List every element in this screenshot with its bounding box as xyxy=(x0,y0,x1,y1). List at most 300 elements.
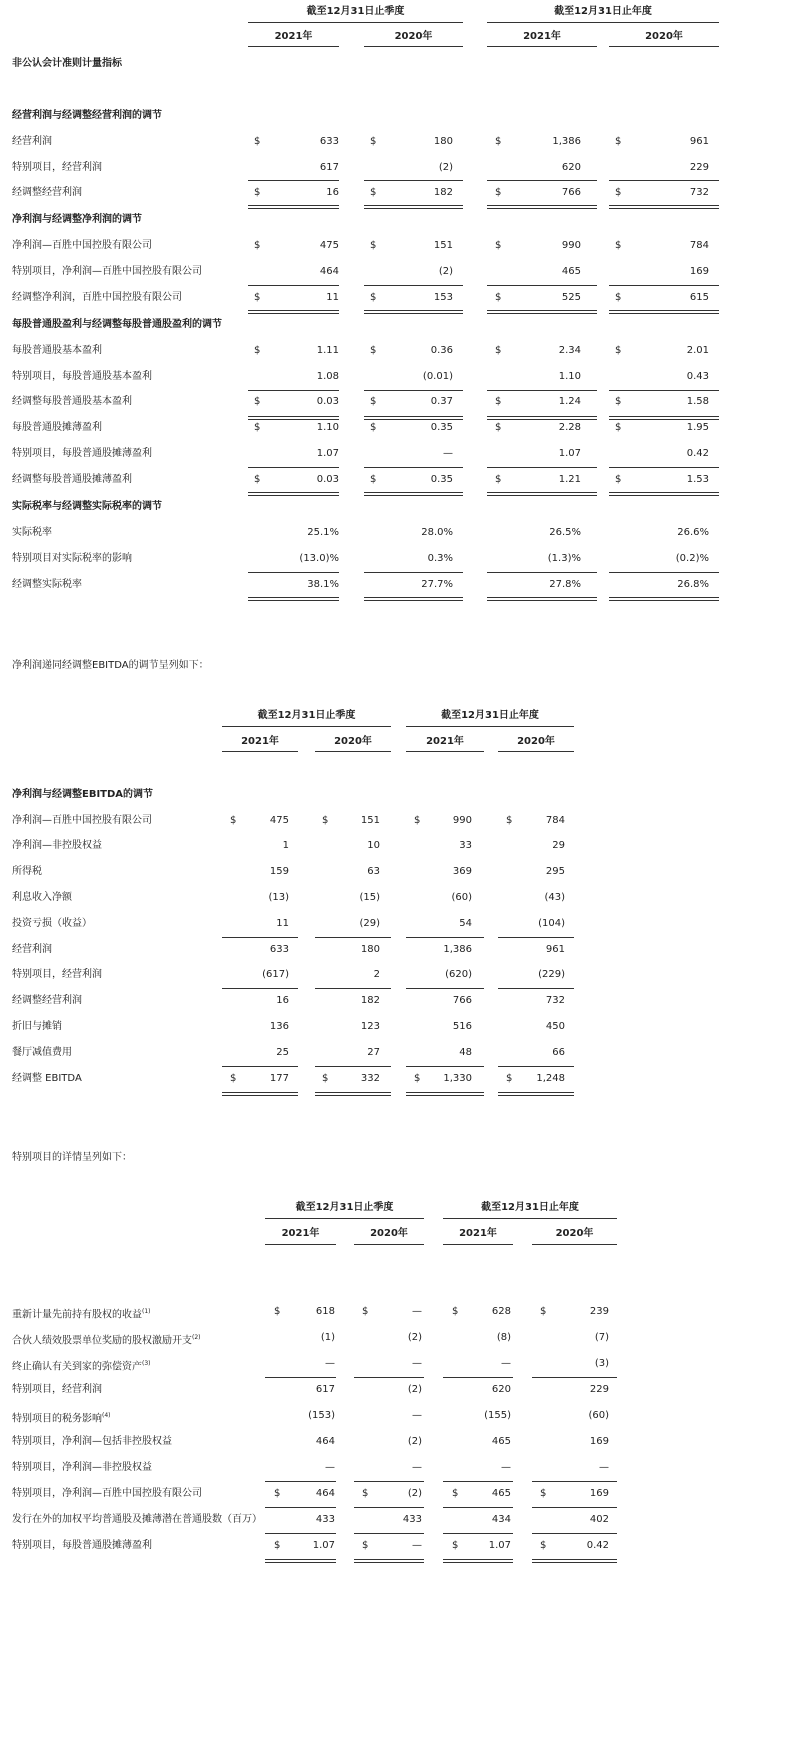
underline xyxy=(609,285,719,286)
double-underline xyxy=(487,597,597,601)
currency-symbol: $ xyxy=(452,1540,459,1551)
row-label: 重新计量先前持有股权的收益$^{(1)}$ xyxy=(12,1308,151,1321)
year-header-rule xyxy=(609,46,719,47)
cell-value: 136 xyxy=(269,1021,289,1032)
cell-value: 732 xyxy=(689,187,709,198)
cell-value: (13) xyxy=(268,892,289,903)
period-header-rule xyxy=(406,726,574,727)
cell-value: — xyxy=(443,448,453,459)
underline xyxy=(364,572,463,573)
cell-value: 1.24 xyxy=(558,396,581,407)
currency-symbol: $ xyxy=(370,422,377,433)
currency-symbol: $ xyxy=(615,396,622,407)
cell-value: (2) xyxy=(438,266,453,277)
cell-value: 169 xyxy=(689,266,709,277)
underline xyxy=(609,390,719,391)
period-header: 截至12月31日止季度 xyxy=(306,6,405,17)
cell-value: 620 xyxy=(491,1384,511,1395)
cell-value: (620) xyxy=(445,969,472,980)
underline xyxy=(406,937,484,938)
cell-value: (2) xyxy=(407,1384,422,1395)
period-header-rule xyxy=(487,22,719,23)
double-underline xyxy=(248,205,339,209)
currency-symbol: $ xyxy=(615,422,622,433)
currency-symbol: $ xyxy=(615,292,622,303)
cell-value: 180 xyxy=(360,944,380,955)
currency-symbol: $ xyxy=(370,187,377,198)
underline xyxy=(315,937,391,938)
period-header: 截至12月31日止年度 xyxy=(554,6,652,17)
cell-value: 27 xyxy=(367,1047,380,1058)
cell-value: 26.5% xyxy=(549,527,581,538)
underline xyxy=(609,467,719,468)
cell-value: (0.2)% xyxy=(675,553,709,564)
cell-value: 26.6% xyxy=(677,527,709,538)
currency-symbol: $ xyxy=(254,292,261,303)
cell-value: 153 xyxy=(433,292,453,303)
year-header-rule xyxy=(354,1244,424,1245)
cell-value: 25.1% xyxy=(307,527,339,538)
double-underline xyxy=(406,1092,484,1096)
currency-symbol: $ xyxy=(414,1073,421,1084)
currency-symbol: $ xyxy=(540,1540,547,1551)
underline xyxy=(364,467,463,468)
cell-value: 16 xyxy=(276,995,289,1006)
cell-value: 0.42 xyxy=(586,1540,609,1551)
row-label: 经调整净利润，百胜中国控股有限公司 xyxy=(12,292,182,303)
year-header-rule xyxy=(406,751,484,752)
cell-value: 784 xyxy=(545,815,565,826)
cell-value: (155) xyxy=(484,1410,511,1421)
cell-value: 633 xyxy=(269,944,289,955)
period-header: 截至12月31日止年度 xyxy=(481,1202,579,1213)
underline xyxy=(498,1066,574,1067)
underline xyxy=(487,180,597,181)
cell-value: 464 xyxy=(315,1488,335,1499)
cell-value: 732 xyxy=(545,995,565,1006)
cell-value: (3) xyxy=(594,1358,609,1369)
year-header: 2021年 xyxy=(426,736,464,747)
cell-value: 25 xyxy=(276,1047,289,1058)
currency-symbol: $ xyxy=(495,422,502,433)
underline xyxy=(248,467,339,468)
cell-value: 1.07 xyxy=(558,448,581,459)
underline xyxy=(248,285,339,286)
cell-value: 1,386 xyxy=(443,944,472,955)
cell-value: 369 xyxy=(452,866,472,877)
underline xyxy=(354,1507,424,1508)
cell-value: (617) xyxy=(262,969,289,980)
double-underline xyxy=(487,492,597,496)
double-underline xyxy=(443,1559,513,1563)
intro-text: 特别项目的详情呈列如下： xyxy=(12,1152,132,1163)
cell-value: 990 xyxy=(561,240,581,251)
currency-symbol: $ xyxy=(254,396,261,407)
cell-value: 618 xyxy=(315,1306,335,1317)
cell-value: — xyxy=(501,1462,511,1473)
period-header: 截至12月31日止季度 xyxy=(295,1202,394,1213)
row-label: 所得税 xyxy=(12,866,42,877)
underline xyxy=(487,572,597,573)
underline xyxy=(406,1066,484,1067)
cell-value: 295 xyxy=(545,866,565,877)
cell-value: (2) xyxy=(407,1436,422,1447)
row-label: 经调整经营利润 xyxy=(12,187,82,198)
row-label: 特别项目对实际税率的影响 xyxy=(12,553,132,564)
cell-value: 766 xyxy=(452,995,472,1006)
cell-value: 1,330 xyxy=(443,1073,472,1084)
row-label: 实际税率 xyxy=(12,527,52,538)
cell-value: 1.95 xyxy=(686,422,709,433)
cell-value: 2.01 xyxy=(686,345,709,356)
table-title: 非公认会计准则计量指标 xyxy=(12,58,122,69)
underline xyxy=(248,572,339,573)
double-underline xyxy=(315,1092,391,1096)
cell-value: (43) xyxy=(544,892,565,903)
double-underline xyxy=(222,1092,298,1096)
underline xyxy=(248,180,339,181)
cell-value: — xyxy=(412,1410,422,1421)
cell-value: — xyxy=(412,1306,422,1317)
cell-value: 151 xyxy=(433,240,453,251)
row-label: 特别项目，经营利润 xyxy=(12,969,102,980)
year-header: 2021年 xyxy=(281,1228,320,1239)
underline xyxy=(443,1507,513,1508)
row-label: 合伙人绩效股票单位奖励的股权激励开支$^{(2)}$ xyxy=(12,1334,201,1347)
cell-value: (0.01) xyxy=(422,371,453,382)
currency-symbol: $ xyxy=(362,1306,369,1317)
currency-symbol: $ xyxy=(615,474,622,485)
cell-value: (229) xyxy=(538,969,565,980)
currency-symbol: $ xyxy=(495,240,502,251)
cell-value: 0.03 xyxy=(316,396,339,407)
year-header-rule xyxy=(364,46,463,47)
cell-value: 633 xyxy=(319,136,339,147)
row-label: 餐厅减值费用 xyxy=(12,1047,72,1058)
double-underline xyxy=(609,310,719,314)
double-underline xyxy=(364,492,463,496)
row-label: 净利润—百胜中国控股有限公司 xyxy=(12,240,152,251)
cell-value: 434 xyxy=(491,1514,511,1525)
currency-symbol: $ xyxy=(254,187,261,198)
cell-value: 525 xyxy=(561,292,581,303)
cell-value: 1.07 xyxy=(312,1540,335,1551)
double-underline xyxy=(487,416,597,420)
cell-value: 1.07 xyxy=(316,448,339,459)
currency-symbol: $ xyxy=(274,1306,281,1317)
double-underline xyxy=(248,597,339,601)
cell-value: (13.0)% xyxy=(299,553,339,564)
underline xyxy=(364,285,463,286)
cell-value: 151 xyxy=(360,815,380,826)
double-underline xyxy=(364,597,463,601)
underline xyxy=(532,1377,617,1378)
cell-value: 229 xyxy=(689,162,709,173)
year-header: 2020年 xyxy=(517,736,555,747)
footnote-marker: (3) xyxy=(142,1360,151,1367)
section-title: 实际税率与经调整实际税率的调节 xyxy=(12,501,162,512)
row-label: 特别项目，每股普通股摊薄盈利 xyxy=(12,448,152,459)
currency-symbol: $ xyxy=(254,240,261,251)
double-underline xyxy=(364,205,463,209)
cell-value: 1.21 xyxy=(558,474,581,485)
cell-value: 465 xyxy=(491,1488,511,1499)
underline xyxy=(487,390,597,391)
year-header: 2021年 xyxy=(241,736,279,747)
period-header-rule xyxy=(265,1218,424,1219)
double-underline xyxy=(248,492,339,496)
underline xyxy=(443,1533,513,1534)
row-label: 投资亏损（收益） xyxy=(12,918,92,929)
cell-value: 0.03 xyxy=(316,474,339,485)
underline xyxy=(315,1066,391,1067)
cell-value: (1.3)% xyxy=(547,553,581,564)
underline xyxy=(265,1377,336,1378)
cell-value: 961 xyxy=(545,944,565,955)
year-header-rule xyxy=(222,751,298,752)
currency-symbol: $ xyxy=(322,1073,329,1084)
cell-value: 0.43 xyxy=(686,371,709,382)
period-header: 截至12月31日止年度 xyxy=(441,710,539,721)
cell-value: 182 xyxy=(433,187,453,198)
cell-value: (104) xyxy=(538,918,565,929)
cell-value: 0.35 xyxy=(430,422,453,433)
cell-value: (2) xyxy=(438,162,453,173)
cell-value: 11 xyxy=(326,292,339,303)
row-label: 特别项目，净利润—包括非控股权益 xyxy=(12,1436,172,1447)
cell-value: 433 xyxy=(315,1514,335,1525)
currency-symbol: $ xyxy=(540,1306,547,1317)
currency-symbol: $ xyxy=(615,136,622,147)
currency-symbol: $ xyxy=(254,422,261,433)
footnote-marker: (1) xyxy=(142,1308,151,1315)
cell-value: 516 xyxy=(452,1021,472,1032)
cell-value: 0.36 xyxy=(430,345,453,356)
row-label: 经调整每股普通股基本盈利 xyxy=(12,396,132,407)
cell-value: 620 xyxy=(561,162,581,173)
currency-symbol: $ xyxy=(370,136,377,147)
double-underline xyxy=(609,416,719,420)
cell-value: — xyxy=(325,1462,335,1473)
period-header-rule xyxy=(248,22,463,23)
cell-value: — xyxy=(501,1358,511,1369)
cell-value: 1.11 xyxy=(316,345,339,356)
underline xyxy=(609,180,719,181)
currency-symbol: $ xyxy=(362,1488,369,1499)
row-label: 经调整 EBITDA xyxy=(12,1073,82,1084)
cell-value: 10 xyxy=(367,840,380,851)
cell-value: 475 xyxy=(319,240,339,251)
currency-symbol: $ xyxy=(254,136,261,147)
section-title: 经营利润与经调整经营利润的调节 xyxy=(12,110,162,121)
cell-value: 2.34 xyxy=(558,345,581,356)
row-label: 特别项目的税务影响$^{(4)}$ xyxy=(12,1412,111,1425)
currency-symbol: $ xyxy=(495,474,502,485)
cell-value: 961 xyxy=(689,136,709,147)
year-header: 2021年 xyxy=(274,31,313,42)
cell-value: (1) xyxy=(320,1332,335,1343)
cell-value: 332 xyxy=(360,1073,380,1084)
currency-symbol: $ xyxy=(615,240,622,251)
year-header: 2020年 xyxy=(334,736,372,747)
cell-value: 33 xyxy=(459,840,472,851)
year-header: 2020年 xyxy=(645,31,683,42)
cell-value: 54 xyxy=(459,918,472,929)
underline xyxy=(532,1507,617,1508)
currency-symbol: $ xyxy=(370,240,377,251)
intro-text: 净利润递同经调整EBITDA的调节呈列如下： xyxy=(12,660,209,671)
section-title: 净利润与经调整净利润的调节 xyxy=(12,214,142,225)
year-header-rule xyxy=(532,1244,617,1245)
row-label: 净利润—非控股权益 xyxy=(12,840,102,851)
cell-value: (2) xyxy=(407,1332,422,1343)
cell-value: 1 xyxy=(282,840,289,851)
year-header-rule xyxy=(487,46,597,47)
row-label: 每股普通股基本盈利 xyxy=(12,345,102,356)
cell-value: 0.42 xyxy=(686,448,709,459)
cell-value: 628 xyxy=(491,1306,511,1317)
double-underline xyxy=(248,310,339,314)
year-header: 2021年 xyxy=(459,1228,497,1239)
cell-value: 433 xyxy=(402,1514,422,1525)
cell-value: 29 xyxy=(552,840,565,851)
cell-value: 11 xyxy=(276,918,289,929)
year-header: 2020年 xyxy=(555,1228,594,1239)
currency-symbol: $ xyxy=(506,815,513,826)
row-label: 特别项目，经营利润 xyxy=(12,1384,102,1395)
cell-value: (2) xyxy=(407,1488,422,1499)
cell-value: 464 xyxy=(319,266,339,277)
cell-value: 615 xyxy=(689,292,709,303)
double-underline xyxy=(354,1559,424,1563)
double-underline xyxy=(609,597,719,601)
currency-symbol: $ xyxy=(370,396,377,407)
cell-value: 28.0% xyxy=(421,527,453,538)
currency-symbol: $ xyxy=(495,345,502,356)
double-underline xyxy=(487,310,597,314)
underline xyxy=(222,937,298,938)
year-header: 2020年 xyxy=(394,31,433,42)
currency-symbol: $ xyxy=(452,1488,459,1499)
cell-value: 159 xyxy=(269,866,289,877)
row-label: 特别项目，每股普通股基本盈利 xyxy=(12,371,152,382)
cell-value: — xyxy=(412,1462,422,1473)
year-header-rule xyxy=(443,1244,513,1245)
underline xyxy=(265,1507,336,1508)
row-label: 折旧与摊销 xyxy=(12,1021,62,1032)
section-title: 每股普通股盈利与经调整每股普通股盈利的调节 xyxy=(12,319,222,330)
row-label: 特别项目，净利润—非控股权益 xyxy=(12,1462,152,1473)
cell-value: 465 xyxy=(491,1436,511,1447)
underline xyxy=(498,988,574,989)
underline xyxy=(222,1066,298,1067)
cell-value: 239 xyxy=(589,1306,609,1317)
cell-value: 38.1% xyxy=(307,579,339,590)
currency-symbol: $ xyxy=(615,345,622,356)
cell-value: 1.10 xyxy=(558,371,581,382)
period-header: 截至12月31日止季度 xyxy=(257,710,356,721)
cell-value: 26.8% xyxy=(677,579,709,590)
currency-symbol: $ xyxy=(274,1488,281,1499)
cell-value: 465 xyxy=(561,266,581,277)
cell-value: 1.10 xyxy=(316,422,339,433)
currency-symbol: $ xyxy=(495,136,502,147)
cell-value: 990 xyxy=(452,815,472,826)
underline xyxy=(265,1533,336,1534)
row-label: 净利润—百胜中国控股有限公司 xyxy=(12,815,152,826)
underline xyxy=(609,572,719,573)
cell-value: 27.8% xyxy=(549,579,581,590)
double-underline xyxy=(532,1559,617,1563)
cell-value: (29) xyxy=(359,918,380,929)
underline xyxy=(487,285,597,286)
cell-value: — xyxy=(599,1462,609,1473)
row-label: 经调整经营利润 xyxy=(12,995,82,1006)
double-underline xyxy=(487,205,597,209)
cell-value: 766 xyxy=(561,187,581,198)
currency-symbol: $ xyxy=(506,1073,513,1084)
currency-symbol: $ xyxy=(230,1073,237,1084)
currency-symbol: $ xyxy=(274,1540,281,1551)
currency-symbol: $ xyxy=(230,815,237,826)
row-label: 每股普通股摊薄盈利 xyxy=(12,422,102,433)
underline xyxy=(364,390,463,391)
year-header-rule xyxy=(498,751,574,752)
currency-symbol: $ xyxy=(254,474,261,485)
row-label: 特别项目，每股普通股摊薄盈利 xyxy=(12,1540,152,1551)
cell-value: 48 xyxy=(459,1047,472,1058)
underline xyxy=(443,1481,513,1482)
currency-symbol: $ xyxy=(322,815,329,826)
double-underline xyxy=(364,310,463,314)
cell-value: 1.07 xyxy=(488,1540,511,1551)
cell-value: 182 xyxy=(360,995,380,1006)
double-underline xyxy=(609,205,719,209)
cell-value: (15) xyxy=(359,892,380,903)
footnote-marker: (2) xyxy=(192,1334,201,1341)
underline xyxy=(498,937,574,938)
double-underline xyxy=(609,492,719,496)
cell-value: 464 xyxy=(315,1436,335,1447)
underline xyxy=(315,988,391,989)
cell-value: 0.35 xyxy=(430,474,453,485)
cell-value: (8) xyxy=(496,1332,511,1343)
section-title: 净利润与经调整EBITDA的调节 xyxy=(12,789,154,800)
cell-value: 180 xyxy=(433,136,453,147)
underline xyxy=(532,1481,617,1482)
cell-value: 63 xyxy=(367,866,380,877)
cell-value: 1.58 xyxy=(686,396,709,407)
cell-value: — xyxy=(325,1358,335,1369)
row-label: 特别项目，净利润—百胜中国控股有限公司 xyxy=(12,266,202,277)
cell-value: 66 xyxy=(552,1047,565,1058)
year-header-rule xyxy=(315,751,391,752)
row-label: 经调整每股普通股摊薄盈利 xyxy=(12,474,132,485)
underline xyxy=(364,180,463,181)
year-header: 2021年 xyxy=(523,31,561,42)
underline xyxy=(406,988,484,989)
underline xyxy=(248,390,339,391)
cell-value: (60) xyxy=(588,1410,609,1421)
row-label: 特别项目，经营利润 xyxy=(12,162,102,173)
period-header-rule xyxy=(222,726,391,727)
cell-value: 617 xyxy=(315,1384,335,1395)
currency-symbol: $ xyxy=(495,187,502,198)
row-label: 经营利润 xyxy=(12,944,52,955)
currency-symbol: $ xyxy=(495,396,502,407)
cell-value: — xyxy=(412,1540,422,1551)
underline xyxy=(487,467,597,468)
